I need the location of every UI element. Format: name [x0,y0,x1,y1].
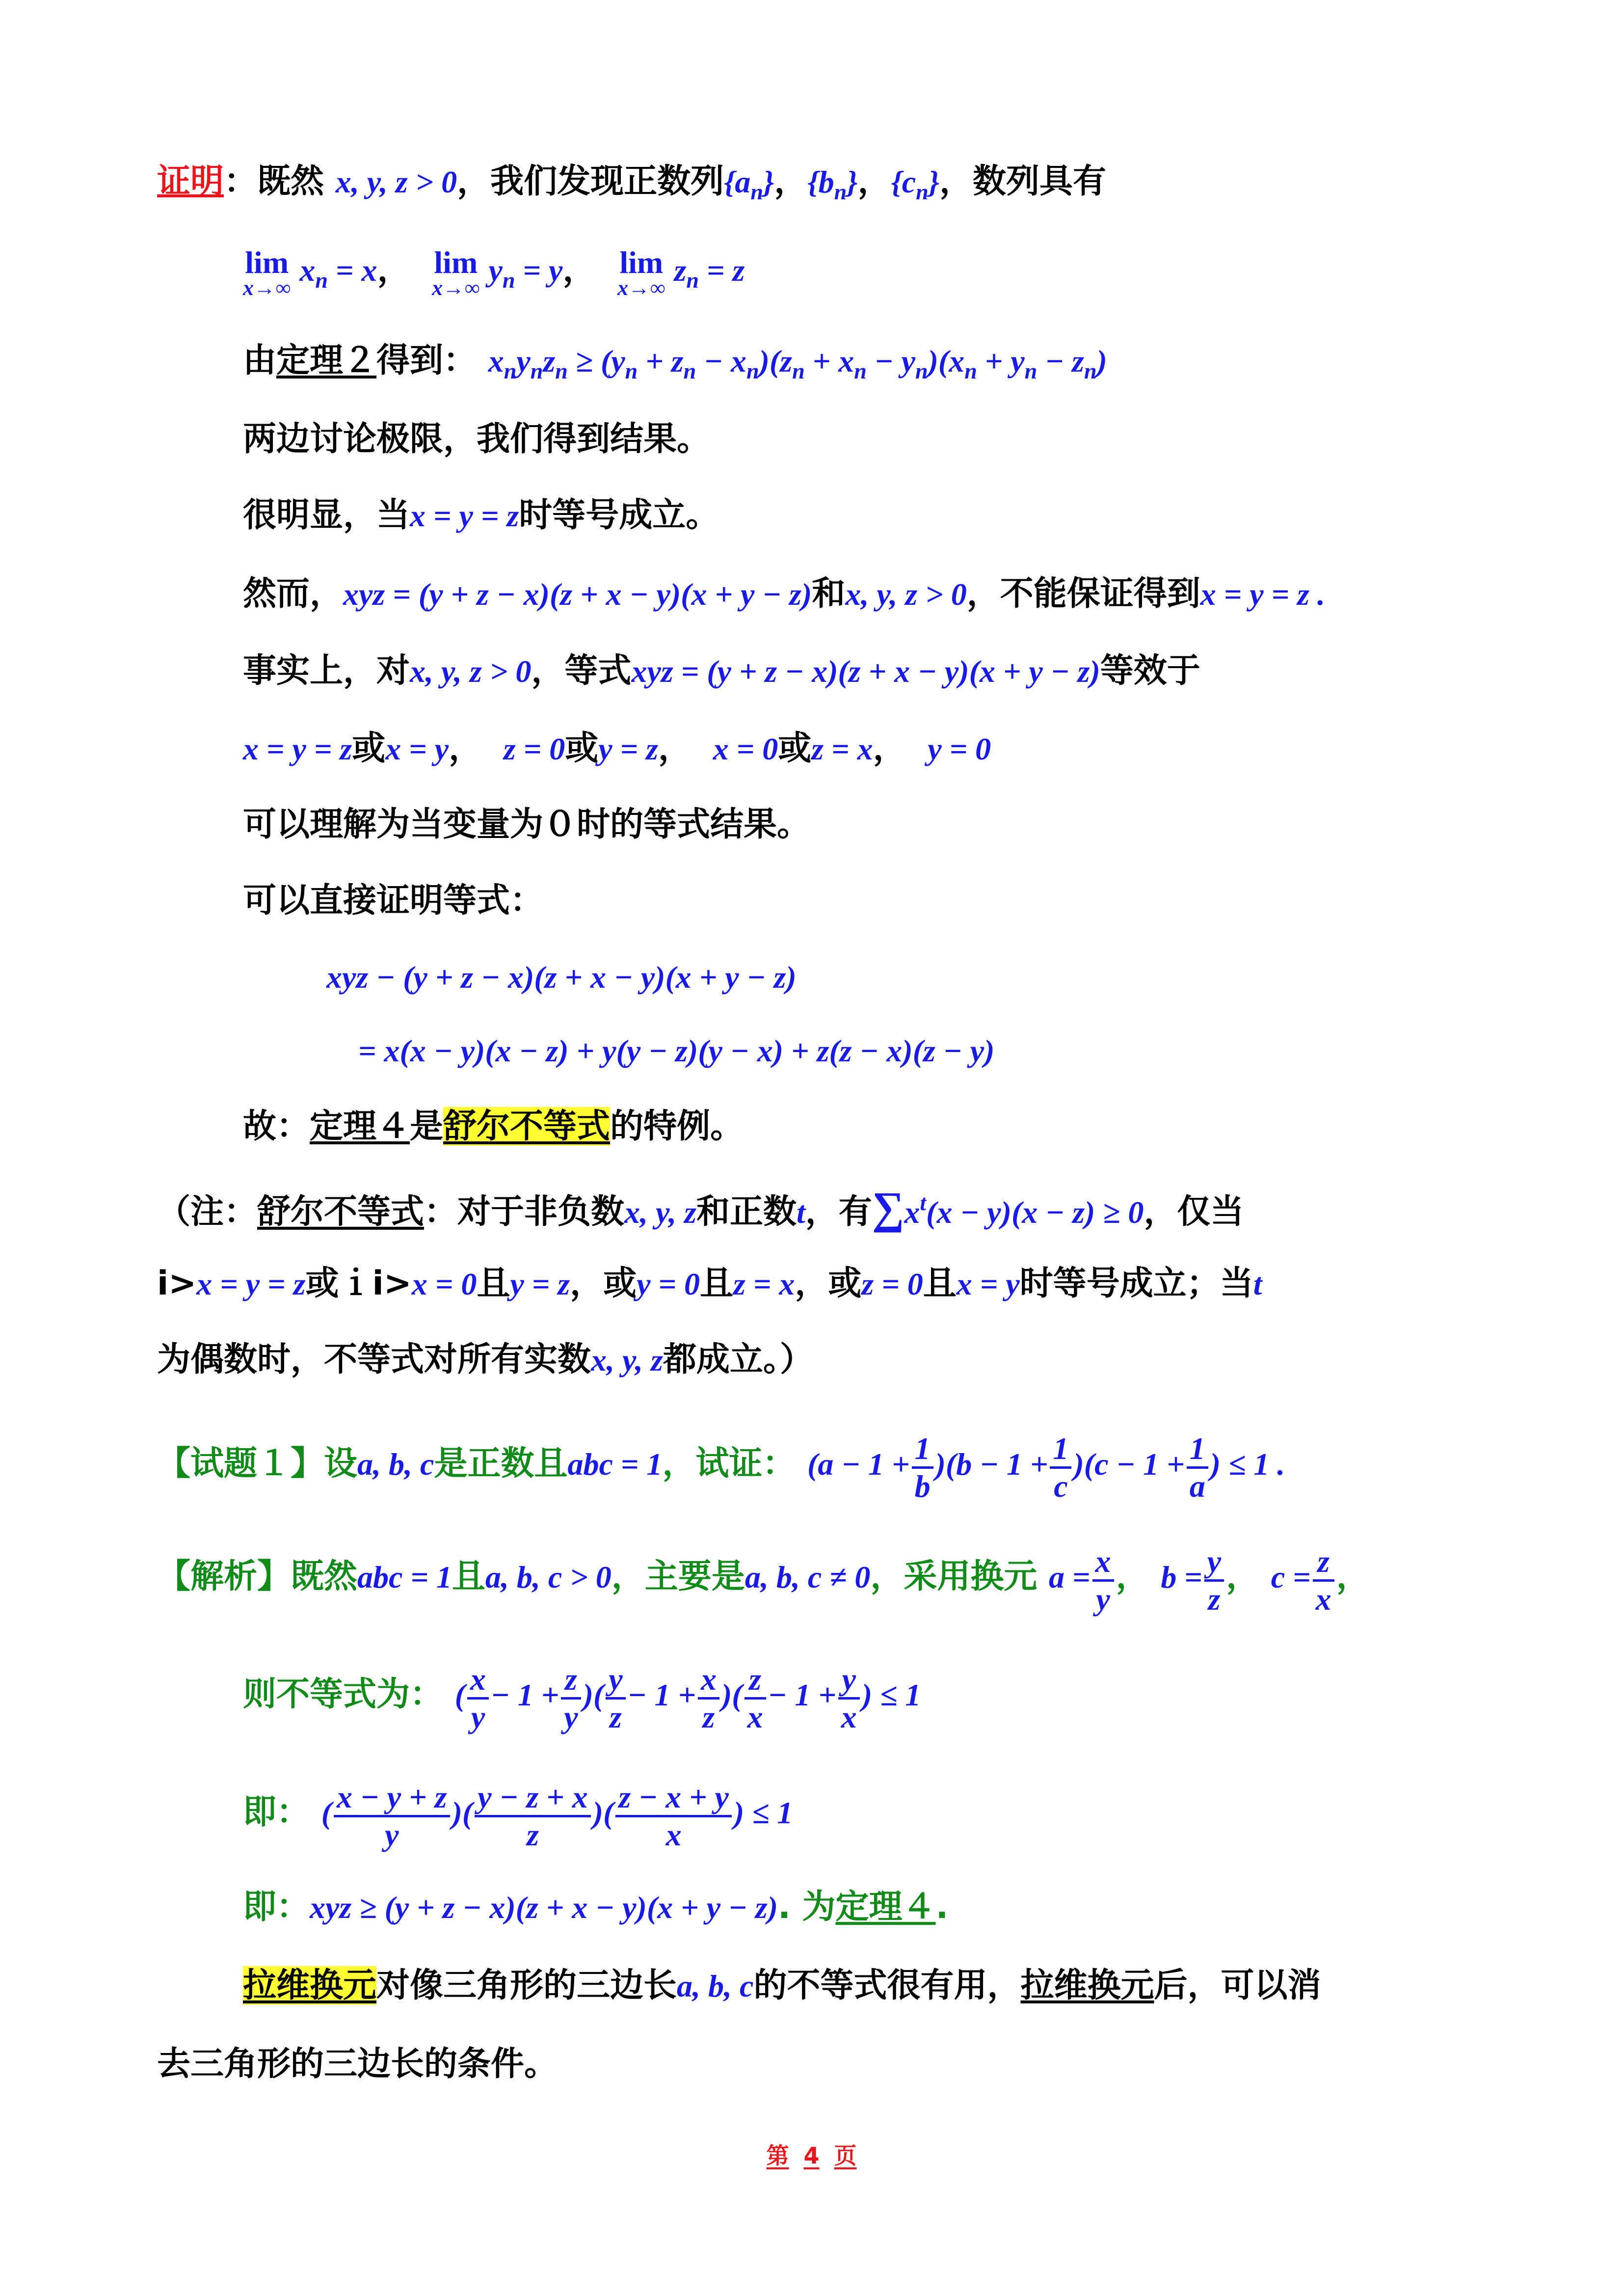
page-number: 4 [803,2142,820,2169]
text: ，我们发现正数列 [457,162,724,201]
text: ， [774,162,808,201]
proof-line-9: 可以理解为当变量为０时的等式结果。 [243,805,811,844]
identity-line-1: xyz − (y + z − x)(z + x − y)(x + y − z) [326,960,797,995]
analysis-line-3: 即： ( $\frac{x - y + z}{y}$ )( $\frac{y - z + x}{z}$ )( $\frac{z - x + y}{x}$ ) ≤ 1 [243,1780,793,1852]
limit-2: lim x→∞ [432,245,480,300]
math: x, y, z > 0 [335,164,457,199]
proof-line-4: 两边讨论极限，我们得到结果。 [243,420,711,459]
text: ：既然 [224,162,324,201]
proof-label: 证明 [157,162,224,201]
seq-c: $\{c_n\}$ [891,164,940,204]
note-line-2: i>x = y = z或ｉi>x = 0且y = z，或y = 0且z = x，或z = 0且x = y时等号成立；当t [157,1264,1262,1303]
proof-line-1: 证明：既然 x, y, z > 0，我们发现正数列$\{a_n\}$，$\{b_n\}$，$\{c_n\}$，数列具有 [157,162,1107,204]
proof-line-7: 事实上，对x, y, z > 0，等式xyz = (y + z − x)(z + x − y)(x + y − z)等效于 [243,651,1200,690]
proof-line-3: 由定理２得到： $x_ny_nz_n \ge (y_n + z_n - x_n)(z_n + x_n - y_n)(x_n + y_n - z_n)$ [243,341,1107,383]
note-line-3: 为偶数时，不等式对所有实数x, y, z都成立。） [157,1340,813,1379]
limit-1: lim x→∞ [243,245,291,300]
seq-a: $\{a_n\}$ [724,164,774,204]
proof-line-13: 故：定理４是舒尔不等式的特例。 [243,1107,744,1146]
problem-inequality: (a − 1 + $\frac{1}{b}$ )(b − 1 + $\frac{1}{c}$ )(c − 1 + $\frac{1}{a}$ ) ≤ 1 . [807,1431,1285,1504]
analysis-line-2: 则不等式为： ( $\frac{x}{y}$ − 1 + $\frac{z}{y}$ )( $\frac{y}{z}$ − 1 + $\frac{x}{z}$ )( $\frac{z}{x}$ − 1 + $\frac{y}{x}$ ) ≤ 1 [243,1662,921,1734]
ravi-highlight: 拉维换元 [243,1966,377,2005]
note-line-1: （注：舒尔不等式：对于非负数x, y, z和正数t，有$\sum x^t(x - y)(x - z) \ge 0$，仅当 [157,1183,1244,1233]
sum-symbol: ∑ [872,1183,905,1233]
proof-line-10: 可以直接证明等式： [243,881,544,920]
problem-tag: 【试题１】 [157,1444,324,1484]
problem-line: 【试题１】设a, b, c是正数且abc = 1，试证： (a − 1 + $\frac{1}{b}$ )(b − 1 + $\frac{1}{c}$ )(c − 1 + $\frac{1}{a}$ ) ≤ 1 . [157,1431,1285,1504]
schur-highlight: 舒尔不等式 [443,1107,611,1146]
math-theorem-2: $x_ny_nz_n \ge (y_n + z_n - x_n)(z_n + x_n - y_n)(x_n + y_n - z_n)$ [488,344,1107,383]
seq-b: $\{b_n\}$ [807,164,858,204]
closing-line-1: 拉维换元对像三角形的三边长a, b, c的不等式很有用，拉维换元后，可以消 [243,1966,1321,2005]
page-footer: 第 4 页 [766,2142,857,2169]
proof-line-6: 然而，xyz = (y + z − x)(z + x − y)(x + y − z)和x, y, z > 0，不能保证得到x = y = z . [243,574,1326,613]
analysis-line-1: 【解析】既然abc = 1且a, b, c > 0，主要是a, b, c ≠ 0，采用换元 a = $\frac{x}{y}$ ， b = $\frac{y}{z}$ ， c = $\frac{z}{x}$ ， [157,1544,1370,1617]
analysis-tag: 【解析】 [157,1557,291,1596]
proof-line-8: x = y = z或x = y， z = 0或y = z， x = 0或z = x， y = 0 [243,729,991,768]
limit-3: lim x→∞ [617,245,665,300]
closing-line-2: 去三角形的三边长的条件。 [157,2045,558,2083]
analysis-line-4: 即：xyz ≥ (y + z − x)(z + x − y)(x + y − z). 为定理４. [243,1888,949,1926]
text: ，数列具有 [939,162,1107,201]
proof-line-5: 很明显，当x = y = z时等号成立。 [243,496,719,535]
identity-line-2: = x(x − y)(x − z) + y(y − z)(y − x) + z(z − x)(z − y) [358,1033,995,1068]
theorem-2-ref: 定理２ [276,341,377,380]
limits-line: lim x→∞ $x_n = x$， lim x→∞ $y_n = y$， lim x→∞ $z_n = z$ [243,245,745,300]
